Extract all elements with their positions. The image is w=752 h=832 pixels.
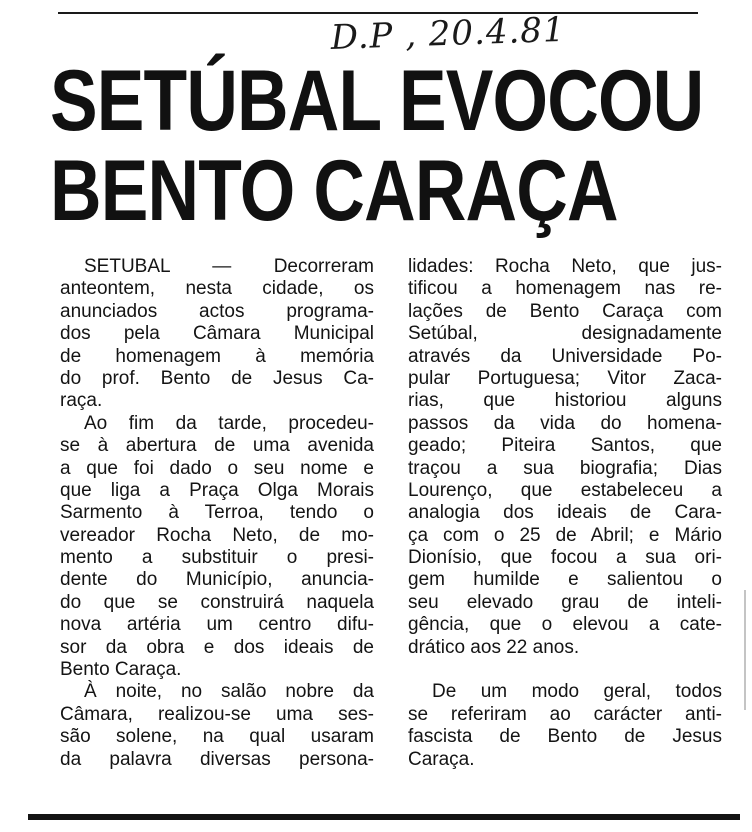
article-line: gência, que o elevou a cate- — [408, 614, 722, 636]
article-line: tificou a homenagem nas re- — [408, 278, 722, 300]
article-line: Dionísio, que focou a sua ori- — [408, 547, 722, 569]
article-line: sor da obra e dos ideais de — [60, 636, 374, 658]
article-right-column — [408, 256, 722, 771]
article-line: Caraça. — [408, 748, 475, 770]
article-line: Lourenço, que estabeleceu a — [408, 479, 722, 501]
article-line: de homenagem à memória — [60, 345, 374, 367]
article-line: se à abertura de uma avenida — [60, 435, 374, 457]
article-line: analogia dos ideais de Cara- — [408, 502, 722, 524]
article-line: lidades: Rocha Neto, que jus- — [408, 256, 722, 277]
headline-line-1: SETÚBAL EVOCOU — [50, 53, 704, 149]
article-line: da palavra diversas persona- — [60, 748, 374, 770]
article-line: À noite, no salão nobre da — [84, 681, 374, 703]
article-line: Sarmento à Terroa, tendo o — [60, 502, 374, 524]
article-line: SETUBAL — Decorreram — [84, 256, 374, 277]
handwritten-source-note: D.P , 20.4.81 — [330, 9, 567, 58]
top-rule — [58, 12, 698, 14]
article-line: Bento Caraça. — [60, 659, 182, 681]
article-line: seu elevado grau de inteli- — [408, 591, 722, 613]
article-line: vereador Rocha Neto, de mo- — [60, 524, 374, 546]
article-line: são solene, na qual usaram — [60, 726, 374, 748]
article-line: dos pela Câmara Municipal — [60, 323, 374, 345]
article-line: Setúbal, designadamente — [408, 323, 722, 345]
article-line: geado; Piteira Santos, que — [408, 435, 722, 457]
article-line: mento a substituir o presi- — [60, 547, 374, 569]
article-line: através da Universidade Po- — [408, 345, 722, 367]
article-line: Câmara, realizou-se uma ses- — [60, 703, 374, 725]
article-line: De um modo geral, todos — [432, 681, 722, 703]
article-line: raça. — [60, 390, 103, 412]
article-line: ça com o 25 de Abril; e Mário — [408, 524, 722, 546]
article-line: pular Portuguesa; Vitor Zaca- — [408, 367, 722, 389]
article-line: passos da vida do homena- — [408, 412, 722, 434]
article-line: anunciados actos programa- — [60, 300, 374, 322]
article-line: drático aos 22 anos. — [408, 636, 580, 658]
headline — [50, 53, 704, 239]
article-line: nova artéria um centro difu- — [60, 614, 374, 636]
headline-line-2: BENTO CARAÇA — [50, 143, 618, 239]
article-line: gem humilde e salientou o — [408, 569, 722, 591]
article-line: a que foi dado o seu nome e — [60, 457, 374, 479]
article-line: que liga a Praça Olga Morais — [60, 479, 374, 501]
bottom-rule — [28, 814, 740, 820]
article-line: traçou a sua biografia; Dias — [408, 457, 722, 479]
article-line: rias, que historiou alguns — [408, 390, 722, 412]
article-line: dente do Município, anuncia- — [60, 569, 374, 591]
article-line: do que se construirá naquela — [60, 591, 374, 613]
article-line: anteontem, nesta cidade, os — [60, 278, 374, 300]
paragraph-gap — [408, 659, 722, 681]
article-line: Ao fim da tarde, procedeu- — [84, 412, 374, 434]
article-line: do prof. Bento de Jesus Ca- — [60, 367, 374, 389]
article-line: fascista de Bento de Jesus — [408, 726, 722, 748]
article-line: se referiram ao carácter anti- — [408, 703, 722, 725]
scan-edge-mark — [744, 590, 746, 710]
article-left-column — [60, 256, 374, 771]
article-line: lações de Bento Caraça com — [408, 300, 722, 322]
